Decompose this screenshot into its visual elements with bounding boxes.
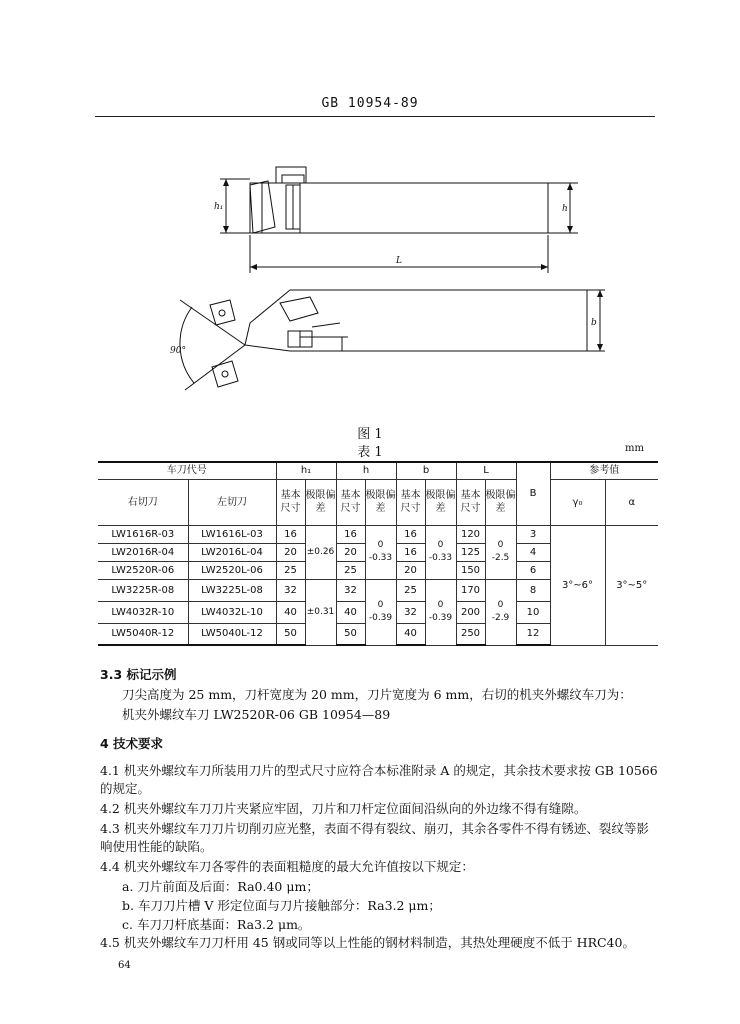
section-4-heading: 4 技术要求 [100,736,164,751]
cell-b: 16 [396,543,425,561]
figure-caption: 图 1 [357,427,383,442]
cell-B: 3 [516,525,550,543]
cell-B: 4 [516,543,550,561]
tool-drawing [150,155,610,400]
tol-lower: -0.33 [428,553,453,563]
cell-b: 32 [396,601,425,623]
cell-h1: 32 [276,579,305,601]
cell-left-code: LW2520L-06 [188,561,276,579]
tol-lower: -2.5 [491,553,510,563]
tol-lower: -0.39 [368,613,393,623]
list-item: a. 刀片前面及后面：Ra0.40 μm； [122,879,319,894]
cell-L: 120 [456,525,485,543]
tol-upper: 0 [437,600,444,610]
cell-b: 20 [396,561,425,579]
table-title: 表 1 [357,445,383,460]
cell-h: 16 [336,525,365,543]
th-tol: 极限偏差 [305,479,336,525]
cell-h: 20 [336,543,365,561]
cell-L: 170 [456,579,485,601]
cell-right-code: LW2520R-06 [98,561,188,579]
cell-b: 25 [396,579,425,601]
th-basic: 基本尺寸 [396,479,425,525]
cell-B: 8 [516,579,550,601]
clause-4-3: 4.3 机夹外螺纹车刀刀片切削刃应光整，表面不得有裂纹、崩刃，其余各零件不得有锈迹、裂纹等影响使用性能的缺陷。 [100,821,649,854]
cell-L-tol [485,579,516,645]
angle-label: 90° [170,346,186,356]
section-3-3-heading: 3.3 标记示例 [100,667,177,682]
cell-right-code: LW3225R-08 [98,579,188,601]
tol-lower: -0.33 [368,553,393,563]
table-1 [98,461,658,646]
cell-left-code: LW1616L-03 [188,525,276,543]
header-rule [95,116,655,117]
cell-h1: 16 [276,525,305,543]
dim-L-label: L [396,256,402,266]
th-B: B [516,462,550,525]
cell-left-code: LW5040L-12 [188,623,276,645]
tol-upper: 0 [377,600,384,610]
list-item: b. 车刀刀片槽 V 形定位面与刀片接触部分：Ra3.2 μm； [122,898,441,913]
cell-b-tol [425,579,456,645]
cell-gamma: 3°~6° [550,525,605,645]
dim-b-label: b [591,318,597,328]
cell-right-code: LW5040R-12 [98,623,188,645]
cell-b-tol [425,525,456,579]
cell-left-code: LW3225L-08 [188,579,276,601]
th-gamma: γ₀ [550,479,605,525]
cell-B: 10 [516,601,550,623]
th-tol: 极限偏差 [485,479,516,525]
cell-h1: 20 [276,543,305,561]
cell-L: 150 [456,561,485,579]
th-tol: 极限偏差 [425,479,456,525]
clause-4-1: 4.1 机夹外螺纹车刀所装用刀片的型式尺寸应符合本标准附录 A 的规定，其余技术要求按 GB 10566 的规定。 [100,763,658,796]
dim-h1-label: h₁ [214,202,224,212]
th-h: h [336,462,396,479]
page-number: 64 [118,960,131,971]
th-basic: 基本尺寸 [336,479,365,525]
cell-h: 25 [336,561,365,579]
th-alpha: α [605,479,658,525]
tol-upper: 0 [497,600,504,610]
tol-lower: -2.9 [491,613,510,623]
cell-h1: 25 [276,561,305,579]
th-basic: 基本尺寸 [456,479,485,525]
dim-h-label: h [562,204,568,214]
cell-h: 50 [336,623,365,645]
cell-alpha: 3°~5° [605,525,658,645]
th-left: 左切刀 [188,479,276,525]
cell-h-tol [365,579,396,645]
th-tol: 极限偏差 [365,479,396,525]
cell-h: 40 [336,601,365,623]
table-unit: mm [625,443,644,454]
cell-h1: 50 [276,623,305,645]
cell-right-code: LW2016R-04 [98,543,188,561]
example-line-1: 刀尖高度为 25 mm，刀杆宽度为 20 mm，刀片宽度为 6 mm，右切的机夹外螺纹车刀为： [122,687,632,702]
cell-h1-tol: ±0.26 [305,525,336,579]
cell-h: 32 [336,579,365,601]
tol-upper: 0 [497,540,504,550]
cell-L: 125 [456,543,485,561]
tol-upper: 0 [437,540,444,550]
cell-L: 250 [456,623,485,645]
cell-h1: 40 [276,601,305,623]
th-h1: h₁ [276,462,336,479]
list-item: c. 车刀刀杆底基面：Ra3.2 μm。 [122,917,311,932]
cell-L: 200 [456,601,485,623]
clause-4-5: 4.5 机夹外螺纹车刀刀杆用 45 钢或同等以上性能的钢材料制造，其热处理硬度不低于 HRC40。 [100,935,635,950]
tol-lower: -0.39 [428,613,453,623]
tol-upper: 0 [377,540,384,550]
cell-B: 6 [516,561,550,579]
page-header: GB 10954-89 [321,96,419,111]
clause-4-2: 4.2 机夹外螺纹车刀刀片夹紧应牢固，刀片和刀杆定位面间沿纵向的外边缘不得有缝隙。 [100,801,587,816]
cell-left-code: LW4032L-10 [188,601,276,623]
th-basic: 基本尺寸 [276,479,305,525]
cell-h-tol [365,525,396,579]
cell-h1-tol: ±0.31 [305,579,336,645]
clause-4-4: 4.4 机夹外螺纹车刀各零件的表面粗糙度的最大允许值按以下规定： [100,859,474,874]
table-row [98,525,658,543]
cell-b: 40 [396,623,425,645]
cell-left-code: LW2016L-04 [188,543,276,561]
example-line-2: 机夹外螺纹车刀 LW2520R-06 GB 10954—89 [122,707,391,722]
cell-L-tol [485,525,516,579]
th-right: 右切刀 [98,479,188,525]
cell-right-code: LW4032R-10 [98,601,188,623]
th-ref: 参考值 [550,462,658,479]
th-b: b [396,462,456,479]
cell-B: 12 [516,623,550,645]
cell-b: 16 [396,525,425,543]
cell-right-code: LW1616R-03 [98,525,188,543]
th-code: 车刀代号 [98,462,276,479]
th-L: L [456,462,516,479]
